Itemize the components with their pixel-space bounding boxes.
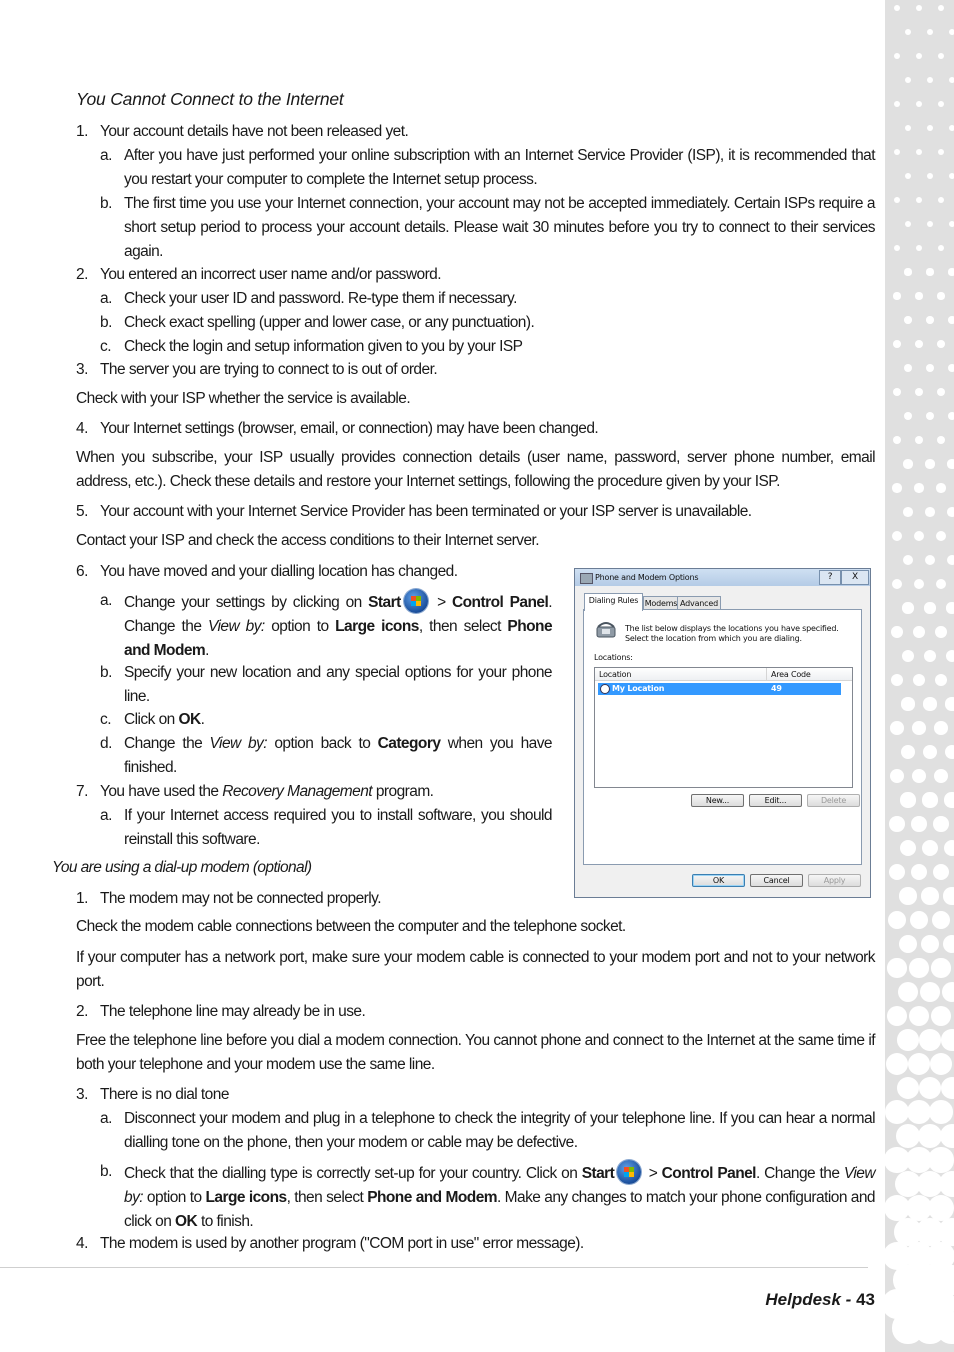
decorative-dot [931, 958, 950, 977]
decorative-dot [913, 674, 926, 687]
decorative-dot [929, 1100, 953, 1124]
decorative-dot [891, 626, 903, 638]
decorative-dot [925, 459, 934, 468]
list-letter: c. [100, 338, 111, 355]
list-letter: b. [100, 664, 112, 681]
decorative-dot [945, 745, 954, 759]
decorative-dot [924, 602, 935, 613]
decorative-dot [905, 77, 911, 83]
list-letter: a. [100, 1110, 112, 1127]
decorative-dot [941, 1077, 954, 1100]
decorative-dot [916, 101, 922, 107]
decorative-dot [927, 125, 933, 131]
list-letter: a. [100, 290, 112, 307]
decorative-dot [910, 911, 928, 929]
decorative-dot [927, 221, 934, 228]
decorative-dot [922, 792, 937, 807]
decorative-dot [926, 412, 934, 420]
decorative-dot [893, 436, 902, 445]
help-button[interactable]: ? [819, 570, 841, 585]
footer-divider [0, 1267, 868, 1268]
decorative-dot [923, 745, 937, 759]
decorative-dot [936, 579, 947, 590]
dialing-rules-panel [583, 609, 862, 865]
decorative-dot [905, 221, 912, 228]
list-item: You entered an incorrect user name and/or password. [100, 266, 442, 283]
decorative-dot [920, 982, 940, 1002]
edit-button[interactable]: Edit... [749, 794, 802, 807]
decorative-dot [925, 507, 935, 517]
delete-button[interactable]: Delete [807, 794, 860, 807]
decorative-dot [936, 1312, 954, 1343]
list-number: 1. [76, 890, 88, 907]
start-label: Start [368, 594, 401, 611]
decorative-dot [904, 268, 911, 275]
decorative-dot [942, 982, 954, 1002]
list-number: 1. [76, 123, 88, 140]
decorative-dot [926, 268, 933, 275]
decorative-dot [922, 840, 938, 856]
locations-list[interactable] [594, 667, 853, 788]
decorative-dot [949, 29, 954, 35]
decorative-dot [890, 721, 904, 735]
decorative-dot [892, 531, 902, 541]
list-item: Specify your new location and any special options for your phone line. [124, 664, 552, 705]
decorative-dot [901, 697, 914, 710]
dialog-titlebar [575, 569, 870, 586]
decorative-dot [912, 769, 927, 784]
list-item: You have used the Recovery Management program. [100, 783, 434, 800]
list-item: Your account with your Internet Service Provider has been terminated or your ISP server is unavailable. [100, 503, 752, 520]
decorative-dot [949, 221, 954, 228]
decorative-dot [899, 935, 918, 954]
decorative-dot [938, 245, 945, 252]
decorative-dot [924, 650, 936, 662]
sub-section-title: You are using a dial-up modem (optional) [52, 859, 312, 876]
decorative-dot [892, 483, 901, 492]
decorative-dot [935, 674, 948, 687]
paragraph: When you subscribe, your ISP usually provides connection details (user name, password, server phone number, email address, etc.). Check these details and restore your Internet settings, following the procedure given by your ISP. [76, 449, 875, 490]
decorative-dot [913, 626, 925, 638]
decorative-dot [915, 436, 924, 445]
list-item: The modem may not be connected properly. [100, 890, 381, 907]
decorative-dot [902, 602, 913, 613]
decorative-dot [890, 769, 905, 784]
tab-modems[interactable]: Modems [643, 596, 679, 610]
decorative-dot [908, 1053, 930, 1075]
decorative-dot [949, 125, 954, 131]
decorative-dot [897, 1077, 920, 1100]
decorative-dot [892, 579, 903, 590]
decorative-dot [894, 197, 901, 204]
decorative-dot [937, 436, 946, 445]
list-letter: a. [100, 807, 112, 824]
decorative-dot [919, 1029, 940, 1050]
paragraph: Check the modem cable connections between the computer and the telephone socket. [76, 918, 626, 935]
decorative-dot [926, 316, 933, 323]
list-item: After you have just performed your online subscription with an Internet Service Provider (ISP), it is recommended that you restart your computer to complete the Internet setup process. [124, 147, 875, 188]
decorative-dot [905, 29, 911, 35]
decorative-dot [889, 864, 906, 881]
list-number: 6. [76, 563, 88, 580]
decorative-dot [923, 697, 936, 710]
decorative-dot [938, 197, 945, 204]
decorative-dot [948, 412, 954, 420]
decorative-dot [936, 483, 945, 492]
decorative-dot [909, 1006, 930, 1027]
list-item: You have moved and your dialling location has changed. [100, 563, 458, 580]
decorative-dot [915, 292, 922, 299]
decorative-dot [933, 816, 949, 832]
decorative-dot [894, 149, 900, 155]
decorative-dot [948, 316, 954, 323]
decorative-dot [911, 864, 928, 881]
list-item: The first time you use your Internet connection, your account may not be accepted immediately. Certain ISPs require a short setup period to process your account details. Please wait 30 minutes before you try to connect to their services again. [124, 195, 875, 260]
decorative-dot [894, 101, 900, 107]
decorative-dot [916, 53, 922, 59]
list-item: Check the login and setup information given to you by your ISP [124, 338, 523, 355]
decorative-dot [904, 364, 912, 372]
decorative-dot [885, 1100, 909, 1124]
decorative-dot [902, 650, 914, 662]
decorative-sidebar [885, 0, 954, 1352]
decorative-dot [947, 507, 954, 517]
decorative-dot [915, 388, 923, 396]
list-item: There is no dial tone [100, 1086, 229, 1103]
list-number: 7. [76, 783, 88, 800]
page-number: 43 [856, 1290, 875, 1309]
decorative-dot [899, 887, 916, 904]
decorative-dot [919, 1077, 942, 1100]
decorative-dot [949, 173, 954, 179]
decorative-dot [945, 697, 954, 710]
column-header-area-code[interactable]: Area Code [767, 668, 852, 681]
decorative-dot [893, 292, 900, 299]
list-item: The telephone line may already be in use. [100, 1003, 366, 1020]
info-text: The list below displays the locations you have specified. Select the location from which you are dialing. [625, 624, 839, 643]
decorative-dot [938, 5, 944, 11]
new-button[interactable]: New... [691, 794, 744, 807]
list-item: Click on OK. [124, 711, 205, 728]
decorative-dot [949, 77, 954, 83]
decorative-dot [930, 1053, 952, 1075]
decorative-dot [918, 1124, 942, 1148]
list-number: 4. [76, 1235, 88, 1252]
list-letter: a. [100, 592, 112, 609]
decorative-dot [904, 316, 911, 323]
list-number: 4. [76, 420, 88, 437]
decorative-dot [905, 173, 911, 179]
decorative-dot [912, 721, 926, 735]
apply-button[interactable]: Apply [808, 874, 861, 887]
list-number: 5. [76, 503, 88, 520]
list-item[interactable]: My Location 49 [598, 683, 841, 695]
decorative-dot [927, 77, 933, 83]
decorative-dot [903, 555, 913, 565]
decorative-dot [914, 531, 924, 541]
decorative-dot [887, 958, 906, 977]
decorative-dot [934, 721, 948, 735]
decorative-dot [909, 958, 928, 977]
decorative-dot [943, 935, 954, 954]
decorative-dot [948, 268, 954, 275]
decorative-dot [937, 388, 945, 396]
decorative-dot [901, 745, 915, 759]
paragraph: If your computer has a network port, make sure your modem cable is connected to your modem port and not to your network port. [76, 949, 875, 990]
decorative-dot [898, 982, 918, 1002]
decorative-dot [926, 364, 934, 372]
list-number: 2. [76, 1003, 88, 1020]
decorative-dot [904, 412, 912, 420]
decorative-dot [927, 29, 933, 35]
decorative-dot [931, 1006, 952, 1027]
paragraph: Contact your ISP and check the access conditions to their Internet server. [76, 532, 540, 549]
decorative-dot [940, 1124, 954, 1148]
close-button[interactable]: X [841, 570, 869, 585]
decorative-dot [948, 364, 954, 372]
cancel-button[interactable]: Cancel [750, 874, 803, 887]
windows-start-icon [617, 1160, 641, 1184]
list-letter: b. [100, 314, 112, 331]
decorative-dot [937, 292, 944, 299]
decorative-dot [891, 674, 904, 687]
list-item: The server you are trying to connect to is out of order. [100, 361, 438, 378]
list-letter: b. [100, 1163, 112, 1180]
dialog-title: Phone and Modem Options [595, 573, 699, 582]
decorative-dot [886, 1053, 908, 1075]
decorative-dot [894, 53, 900, 59]
decorative-dot [914, 579, 925, 590]
decorative-dot [943, 887, 954, 904]
decorative-dot [946, 650, 954, 662]
decorative-dot [903, 459, 912, 468]
decorative-dot [932, 911, 950, 929]
decorative-dot [893, 388, 901, 396]
decorative-dot [938, 101, 944, 107]
decorative-dot [889, 816, 905, 832]
decorative-dot [934, 769, 949, 784]
list-item: Check exact spelling (upper and lower case, or any punctuation). [124, 314, 535, 331]
decorative-dot [916, 149, 922, 155]
list-item: Change the View by: option back to Category when you have finished. [124, 735, 552, 776]
decorative-dot [925, 555, 935, 565]
decorative-dot [907, 1100, 931, 1124]
phone-modem-dialog [574, 568, 871, 898]
decorative-dot [916, 197, 923, 204]
decorative-dot [944, 840, 954, 856]
decorative-dot [938, 53, 944, 59]
phone-icon [595, 621, 617, 639]
decorative-dot [928, 1147, 953, 1172]
list-letter: d. [100, 735, 112, 752]
list-number: 3. [76, 361, 88, 378]
decorative-dot [916, 245, 923, 252]
phone-icon [580, 573, 593, 584]
section-title: You Cannot Connect to the Internet [76, 89, 344, 109]
decorative-dot [903, 507, 913, 517]
decorative-dot [911, 816, 927, 832]
decorative-dot [894, 5, 900, 11]
decorative-dot [897, 1029, 918, 1050]
decorative-dot [921, 887, 938, 904]
paragraph: Free the telephone line before you dial a modem connection. You cannot phone and connect to the Internet at the same time if both your telephone and your modem use the same line. [76, 1032, 875, 1073]
page-footer [700, 1290, 875, 1310]
list-item: Your Internet settings (browser, email, or connection) may have been changed. [100, 420, 599, 437]
decorative-dot [915, 340, 923, 348]
decorative-dot [935, 626, 947, 638]
ok-button[interactable]: OK [692, 874, 745, 887]
decorative-dot [916, 5, 922, 11]
list-item: Check that the dialling type is correctly set-up for your country. Click on Start > Control Panel. Change the View by: option to Large icons, then select Phone and Modem. Make any changes to match your phone configuration and click on OK to finish. [124, 1160, 875, 1234]
decorative-dot [900, 840, 916, 856]
list-item: Your account details have not been released yet. [100, 123, 409, 140]
decorative-dot [941, 1029, 954, 1050]
decorative-dot [896, 1124, 920, 1148]
radio-icon [600, 684, 610, 694]
decorative-dot [946, 602, 954, 613]
windows-start-icon [404, 589, 428, 613]
column-header-location[interactable]: Location [595, 668, 767, 681]
list-item: Disconnect your modem and plug in a telephone to check the integrity of your telephone line. If you can hear a normal dialling tone on the phone, then your modem or cable may be defective. [124, 1110, 875, 1151]
list-item: Check your user ID and password. Re-type them if necessary. [124, 290, 517, 307]
decorative-dot [947, 555, 954, 565]
decorative-dot [900, 792, 915, 807]
list-item: If your Internet access required you to install software, you should reinstall this software. [124, 807, 552, 848]
decorative-dot [936, 531, 946, 541]
tab-dialing-rules[interactable]: Dialing Rules [584, 593, 643, 611]
decorative-dot [888, 911, 906, 929]
list-item: The modem is used by another program ("COM port in use" error message). [100, 1235, 584, 1252]
list-number: 2. [76, 266, 88, 283]
decorative-dot [939, 1171, 954, 1197]
decorative-dot [947, 459, 954, 468]
decorative-dot [887, 1006, 908, 1027]
list-number: 3. [76, 1086, 88, 1103]
list-letter: b. [100, 195, 112, 212]
list-letter: a. [100, 147, 112, 164]
decorative-dot [938, 149, 944, 155]
decorative-dot [944, 792, 954, 807]
footer-label: Helpdesk - [765, 1290, 857, 1309]
decorative-dot [937, 340, 945, 348]
decorative-dot [927, 173, 933, 179]
locations-label: Locations: [594, 653, 633, 662]
decorative-dot [933, 864, 950, 881]
decorative-dot [893, 340, 901, 348]
decorative-dot [914, 483, 923, 492]
decorative-dot [905, 125, 911, 131]
list-item: Change your settings by clicking on Start > Control Panel. Change the View by: option to Large icons, then select Phone and Modem. [124, 589, 552, 663]
decorative-dot [894, 245, 901, 252]
list-letter: c. [100, 711, 111, 728]
decorative-dot [921, 935, 940, 954]
paragraph: Check with your ISP whether the service is available. [76, 390, 411, 407]
tab-advanced[interactable]: Advanced [677, 596, 721, 610]
